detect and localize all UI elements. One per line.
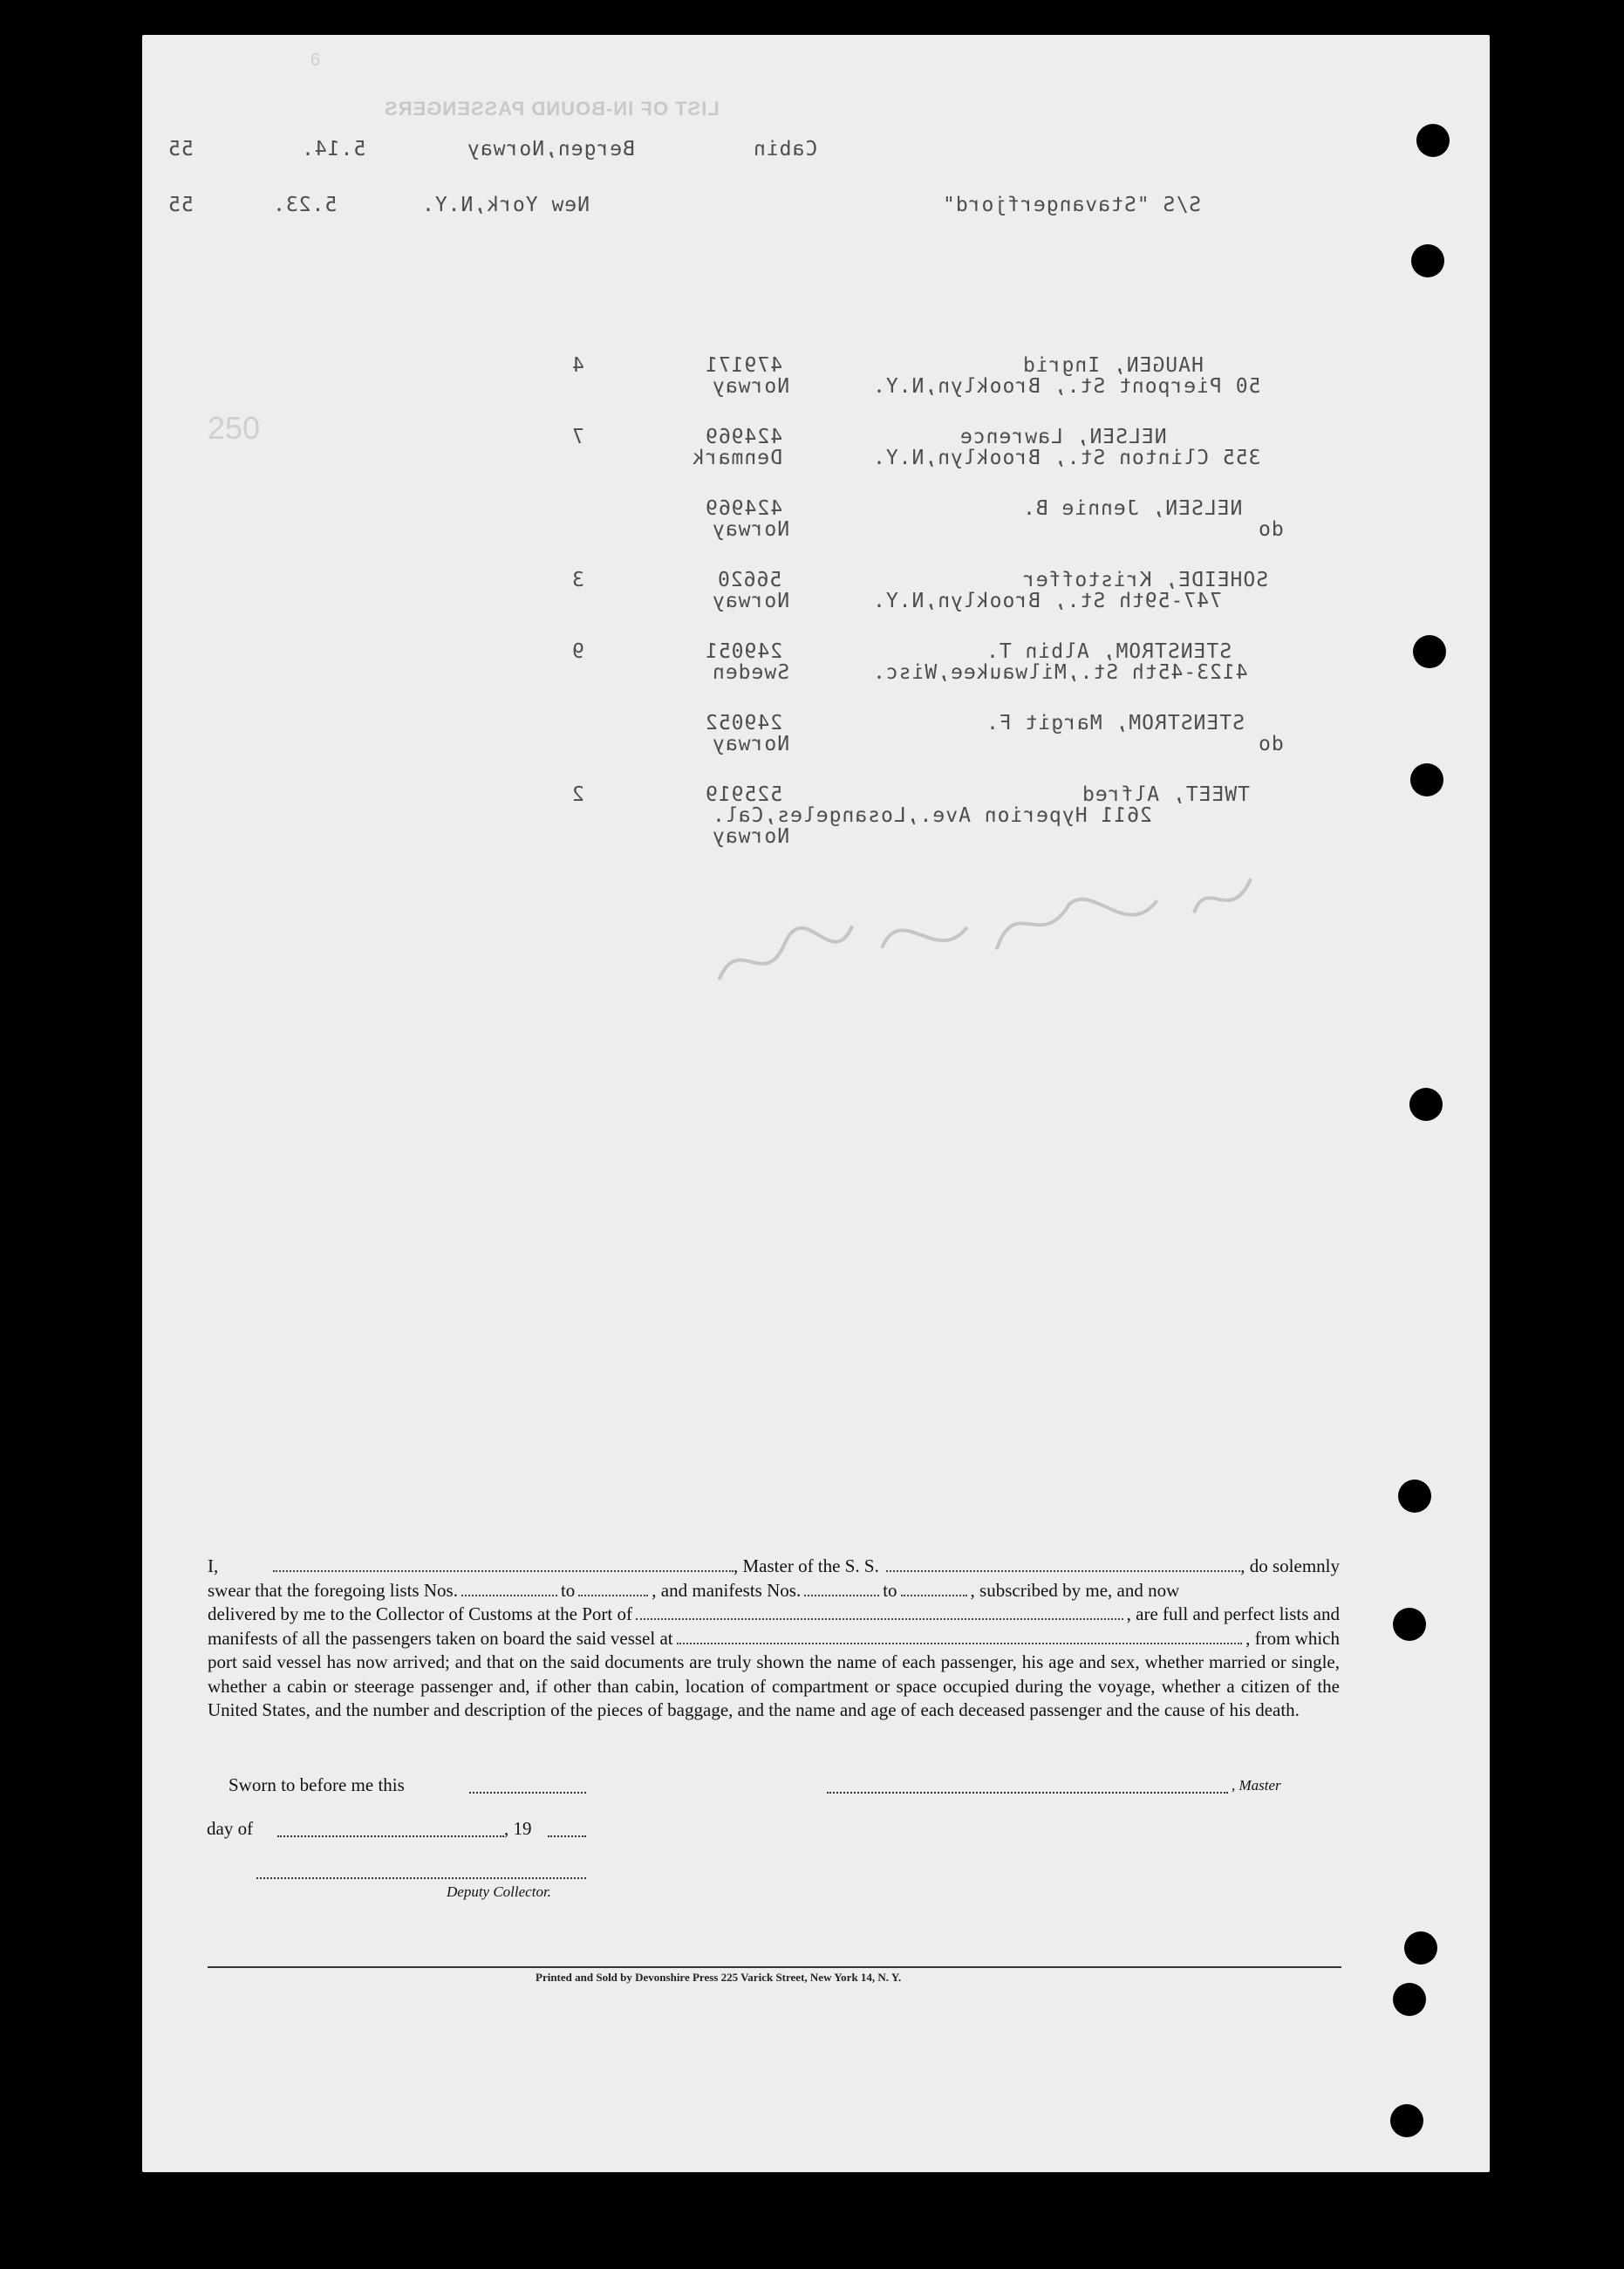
header-number: 55 — [167, 138, 194, 161]
header-departure-date: 5.14. — [301, 138, 366, 161]
passenger-name: STENSTROM, Margit F. — [986, 712, 1245, 735]
passenger-cert: 424969 — [705, 497, 783, 520]
ship-name-field[interactable] — [886, 1555, 1240, 1572]
lists-from-field[interactable] — [461, 1579, 557, 1596]
declaration-line-4 — [208, 1627, 1340, 1651]
boarding-port-field[interactable] — [677, 1627, 1243, 1644]
declaration-which-text: , from which — [1245, 1627, 1340, 1649]
passenger-cert: 249052 — [705, 712, 783, 735]
day-of-field[interactable] — [277, 1835, 504, 1837]
punch-hole — [1416, 124, 1450, 157]
header-class: Cabin — [753, 138, 818, 161]
declaration-full-text: , are full and perfect lists and — [1126, 1603, 1340, 1624]
declaration-body: port said vessel has now arrived; and that on the said documents are truly shown the name of each passenger, his age and sex, whether married or single, whether a cabin or steerage passenger and, if other than cabin, location of compartment or space occupied during the voyage, whether a citizen of the United States, and the number and description of the pieces of baggage, and the name and age of each deceased passenger and the cause of his death. — [208, 1651, 1340, 1720]
passenger-address: do — [1258, 518, 1284, 541]
year-field[interactable] — [548, 1835, 586, 1837]
punch-hole — [1409, 1088, 1443, 1121]
passenger-col: 9 — [571, 640, 584, 663]
passenger-name: TWEET, Alfred — [1082, 783, 1251, 806]
header-arrival-date: 5.23. — [272, 194, 338, 216]
punch-hole — [1393, 1983, 1426, 2016]
passenger-name: STENSTROM, Albin T. — [986, 640, 1232, 663]
declaration-master-text: , Master of the S. S. — [734, 1555, 879, 1576]
passenger-col: 7 — [571, 426, 584, 448]
declaration-port-text: delivered by me to the Collector of Customs at the Port of — [208, 1603, 632, 1624]
declaration-to-text-2: to — [883, 1579, 897, 1601]
header-arrival-port: New York,N.Y. — [421, 194, 590, 216]
printer-imprint: Printed and Sold by Devonshire Press 225 Varick Street, New York 14, N. Y. — [536, 1971, 902, 1984]
header-ship-name: S/S "Stavangerfjord" — [942, 194, 1201, 216]
passenger-cert: 424969 — [705, 426, 783, 448]
lists-to-field[interactable] — [578, 1579, 648, 1596]
master-name-field[interactable] — [273, 1555, 734, 1572]
year-label: , 19 — [504, 1818, 532, 1839]
punch-hole — [1398, 1480, 1431, 1513]
passenger-country: Norway — [712, 518, 790, 541]
document-page — [142, 35, 1490, 2172]
punch-hole — [1393, 1608, 1426, 1641]
manifests-from-field[interactable] — [804, 1579, 879, 1596]
port-field[interactable] — [636, 1603, 1123, 1620]
passenger-cert: 249051 — [705, 640, 783, 663]
punch-hole — [1404, 1931, 1437, 1965]
passenger-cert: 525919 — [705, 783, 783, 806]
passenger-country: Denmark — [692, 447, 782, 469]
punch-hole — [1390, 2104, 1423, 2137]
passenger-address: 355 Clinton St., Brooklyn,N.Y. — [872, 447, 1261, 469]
passenger-address: 747-59th St., Brooklyn,N.Y. — [872, 590, 1222, 612]
passenger-name: NELSEN, Jennie B. — [1022, 497, 1243, 520]
declaration-lists-text: swear that the foregoing lists Nos. — [208, 1579, 458, 1601]
header-departure-port: Bergen,Norway — [467, 138, 636, 161]
master-label: , Master — [1232, 1777, 1281, 1794]
declaration-line-1 — [208, 1555, 1340, 1579]
declaration-solemnly: , do solemnly — [1240, 1555, 1340, 1576]
declaration-line-2 — [208, 1579, 1340, 1603]
master-declaration — [208, 1555, 1340, 1723]
passenger-country: Norway — [712, 733, 790, 755]
declaration-to-text: to — [560, 1579, 576, 1601]
declaration-vessel-text: manifests of all the passengers taken on board the said vessel at — [208, 1627, 673, 1649]
passenger-address: 4123-45th St.,Milwaukee,Wisc. — [872, 661, 1248, 684]
deputy-collector-label: Deputy Collector. — [447, 1883, 551, 1900]
declaration-subscribed-text: , subscribed by me, and now — [970, 1579, 1180, 1601]
passenger-country: Sweden — [712, 661, 790, 684]
deputy-signature-field[interactable] — [256, 1877, 586, 1879]
form-title-bleedthrough: LIST OF IN-BOUND PASSENGERS — [384, 98, 720, 120]
passenger-address: 2611 Hyperion Ave.,Losangeles,Cal. — [712, 804, 1152, 827]
passenger-address: do — [1258, 733, 1284, 755]
punch-hole — [1413, 635, 1446, 668]
passenger-address: 50 Pierpont St., Brooklyn,N.Y. — [872, 375, 1261, 398]
punch-hole — [1411, 244, 1444, 277]
passenger-country: Norway — [712, 825, 790, 848]
sworn-label: Sworn to before me this — [229, 1774, 405, 1795]
declaration-manifests-text: , and manifests Nos. — [652, 1579, 802, 1601]
passenger-name: NELSEN, Lawrence — [959, 426, 1167, 448]
manifests-to-field[interactable] — [901, 1579, 967, 1596]
passenger-country: Norway — [712, 590, 790, 612]
page-number: 6 — [310, 51, 321, 70]
margin-mark: 250 — [208, 410, 261, 446]
master-signature-field[interactable] — [827, 1792, 1228, 1794]
passenger-name: SOHEIDE, Kristoffer — [1022, 569, 1269, 591]
passenger-country: Norway — [712, 375, 790, 398]
day-of-label: day of — [207, 1818, 254, 1839]
declaration-line-3 — [208, 1603, 1340, 1627]
passenger-cert: 479171 — [705, 354, 783, 377]
passenger-col: 2 — [571, 783, 584, 806]
bottom-rule — [208, 1966, 1341, 1968]
passenger-col: 3 — [571, 569, 584, 591]
passenger-cert: 56620 — [717, 569, 782, 591]
sworn-date-field[interactable] — [469, 1792, 586, 1794]
punch-hole — [1410, 763, 1443, 796]
passenger-col: 4 — [571, 354, 584, 377]
declaration-i: I, — [208, 1555, 219, 1576]
passenger-name: HAUGEN, Ingrid — [1022, 354, 1204, 377]
header-number-2: 55 — [167, 194, 194, 216]
